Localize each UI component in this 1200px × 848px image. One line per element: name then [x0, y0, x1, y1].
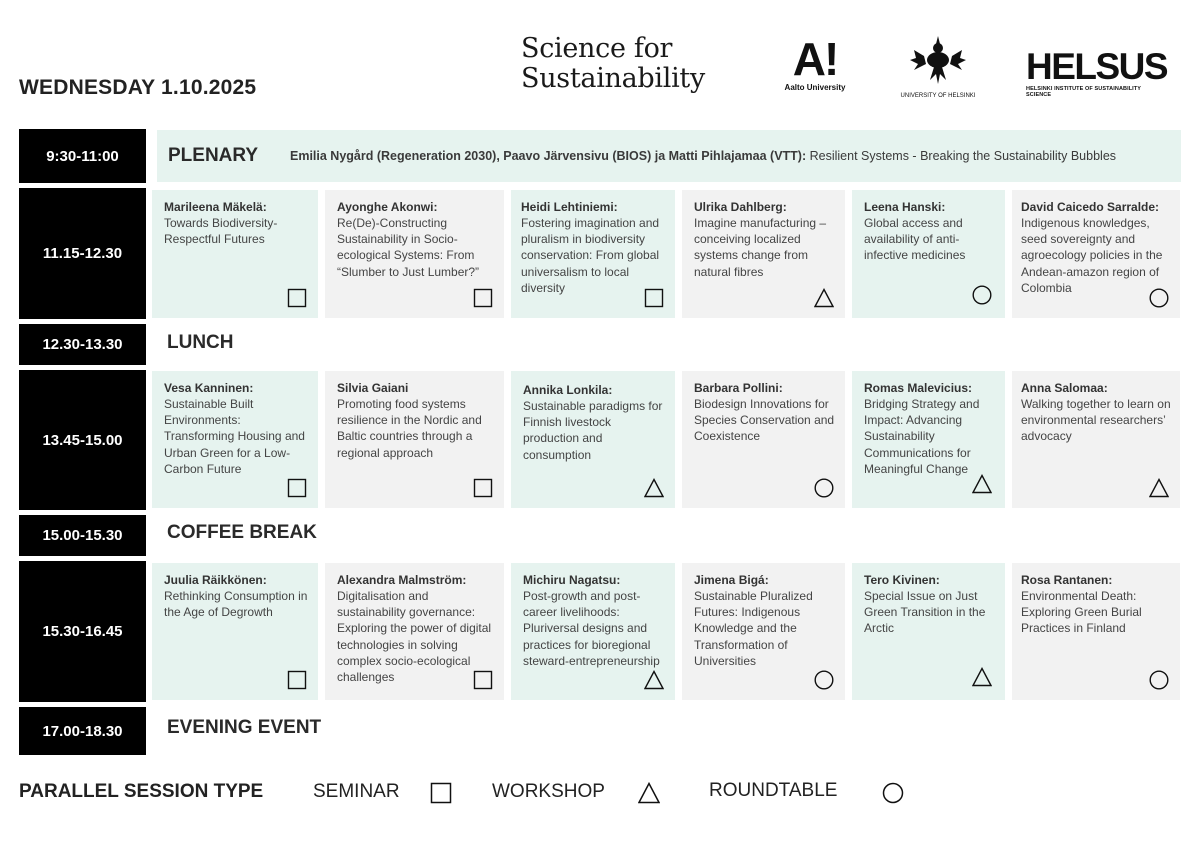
workshop-triangle-icon — [644, 670, 664, 690]
seminar-square-icon — [473, 670, 493, 690]
helsus-logo: HELSUS HELSINKI INSTITUTE OF SUSTAINABILITY SCIENCE — [1026, 46, 1168, 98]
page-date: WEDNESDAY 1.10.2025 — [19, 76, 257, 99]
session-speaker: Rosa Rantanen: — [1021, 573, 1113, 587]
session-title: Digitalisation and sustainability governance: Exploring the power of digital technologies in solving complex socio-ecological challenges — [337, 589, 492, 685]
session-title: Bridging Strategy and Impact: Advancing Sustainability Communications for Meaningful Change — [864, 397, 980, 476]
legend-roundtable-label: ROUNDTABLE — [709, 780, 838, 801]
session-title: Post-growth and post-career livelihoods: Pluriversal designs and practices for bioregional steward-entrepreneurship — [523, 589, 660, 668]
university-of-helsinki-logo: UNIVERSITY OF HELSINKI — [897, 34, 979, 99]
session-title: Biodesign Innovations for Species Conservation and Coexistence — [694, 397, 835, 444]
session-speaker: David Caicedo Sarralde: — [1021, 200, 1160, 214]
session-card — [325, 563, 504, 700]
plenary-talk — [290, 149, 1116, 163]
legend-seminar-label: SEMINAR — [313, 781, 400, 802]
session-title: Special Issue on Just Green Transition in the Arctic — [864, 589, 986, 636]
workshop-triangle-icon — [972, 474, 992, 494]
session-card — [152, 190, 318, 318]
session-speaker: Vesa Kanninen: — [164, 381, 254, 395]
plenary-label: PLENARY — [168, 145, 259, 166]
session-speaker: Alexandra Malmström: — [337, 573, 467, 587]
session-card — [682, 371, 845, 508]
seminar-square-icon — [644, 288, 664, 308]
roundtable-circle-icon — [1149, 670, 1169, 690]
legend-square-icon — [430, 782, 452, 804]
time-coffee-break: 15.00-15.30 — [19, 515, 146, 556]
session-speaker: Tero Kivinen: — [864, 573, 940, 587]
helsinki-emblem-icon — [910, 34, 966, 86]
session-card — [852, 563, 1005, 700]
session-card — [1012, 371, 1180, 508]
workshop-triangle-icon — [1149, 478, 1169, 498]
science-for-sustainability-logo: Science for Sustainability — [521, 33, 705, 94]
seminar-square-icon — [287, 478, 307, 498]
session-card — [511, 371, 675, 508]
seminar-square-icon — [473, 478, 493, 498]
session-card — [152, 371, 318, 508]
session-card — [682, 563, 845, 700]
session-title: Environmental Death: Exploring Green Burial Practices in Finland — [1021, 589, 1142, 636]
legend-circle-icon — [882, 782, 904, 804]
session-title: Re(De)-Constructing Sustainability in Socio-ecological Systems: From “Slumber to Just Lumber?” — [337, 216, 480, 279]
seminar-square-icon — [473, 288, 493, 308]
coffee-break-label: COFFEE BREAK — [167, 522, 317, 543]
session-speaker: Michiru Nagatsu: — [523, 573, 621, 587]
session-title: Walking together to learn on environmental researchers’ advocacy — [1021, 397, 1171, 444]
lunch-label: LUNCH — [167, 332, 234, 353]
time-lunch: 12.30-13.30 — [19, 324, 146, 365]
session-speaker: Jimena Bigá: — [694, 573, 769, 587]
evening-event-label: EVENING EVENT — [167, 717, 322, 738]
session-speaker: Romas Malevicius: — [864, 381, 973, 395]
session-speaker: Ulrika Dahlberg: — [694, 200, 787, 214]
workshop-triangle-icon — [644, 478, 664, 498]
session-title: Imagine manufacturing – conceiving localized systems change from natural fibres — [694, 216, 827, 279]
session-card — [852, 371, 1005, 508]
aalto-university-logo: A! Aalto University — [784, 33, 846, 92]
session-title: Towards Biodiversity-Respectful Futures — [164, 216, 278, 247]
time-plenary: 9:30-11:00 — [19, 129, 146, 183]
session-speaker: Ayonghe Akonwi: — [337, 200, 438, 214]
session-card — [325, 371, 504, 508]
session-title: Fostering imagination and pluralism in biodiversity conservation: From global universalism to local diversity — [521, 216, 660, 295]
time-session-1: 11.15-12.30 — [19, 188, 146, 319]
session-speaker: Silvia Gaiani — [337, 381, 409, 395]
session-card — [852, 190, 1005, 318]
workshop-triangle-icon — [972, 667, 992, 687]
plenary-banner — [157, 130, 1181, 182]
session-speaker: Juulia Räikkönen: — [164, 573, 267, 587]
workshop-triangle-icon — [814, 288, 834, 308]
session-speaker: Barbara Pollini: — [694, 381, 783, 395]
session-title: Sustainable Pluralized Futures: Indigenous Knowledge and the Transformation of Universities — [694, 589, 813, 668]
time-session-3: 15.30-16.45 — [19, 561, 146, 702]
plenary-title: Resilient Systems - Breaking the Sustainability Bubbles — [809, 149, 1117, 163]
session-speaker: Anna Salomaa: — [1021, 381, 1108, 395]
session-title: Rethinking Consumption in the Age of Degrowth — [164, 589, 308, 620]
session-title: Global access and availability of anti-infective medicines — [864, 216, 966, 263]
session-title: Sustainable Built Environments: Transforming Housing and Urban Green for a Low-Carbon Future — [164, 397, 305, 476]
session-card — [1012, 190, 1180, 318]
session-card — [325, 190, 504, 318]
session-speaker: Annika Lonkila: — [523, 383, 613, 397]
seminar-square-icon — [287, 288, 307, 308]
session-card — [682, 190, 845, 318]
legend-title: PARALLEL SESSION TYPE — [19, 781, 264, 802]
legend-triangle-icon — [638, 782, 660, 804]
session-card — [1012, 563, 1180, 700]
time-evening-event: 17.00-18.30 — [19, 707, 146, 755]
session-title: Promoting food systems resilience in the Nordic and Baltic countries through a regional approach — [337, 397, 482, 460]
session-card — [511, 190, 675, 318]
roundtable-circle-icon — [972, 285, 992, 305]
session-speaker: Marileena Mäkelä: — [164, 200, 267, 214]
session-speaker: Heidi Lehtiniemi: — [521, 200, 618, 214]
legend-workshop-label: WORKSHOP — [492, 781, 605, 802]
plenary-speakers: Emilia Nygård (Regeneration 2030), Paavo Järvensivu (BIOS) ja Matti Pihlajamaa (VTT): — [290, 149, 807, 163]
roundtable-circle-icon — [1149, 288, 1169, 308]
roundtable-circle-icon — [814, 478, 834, 498]
session-card — [152, 563, 318, 700]
session-speaker: Leena Hanski: — [864, 200, 946, 214]
time-session-2: 13.45-15.00 — [19, 370, 146, 510]
session-title: Sustainable paradigms for Finnish livestock production and consumption — [523, 399, 663, 462]
session-card — [511, 563, 675, 700]
roundtable-circle-icon — [814, 670, 834, 690]
seminar-square-icon — [287, 670, 307, 690]
session-title: Indigenous knowledges, seed sovereignty and agroecology policies in the Andean-amazon region of Colombia — [1021, 216, 1163, 295]
